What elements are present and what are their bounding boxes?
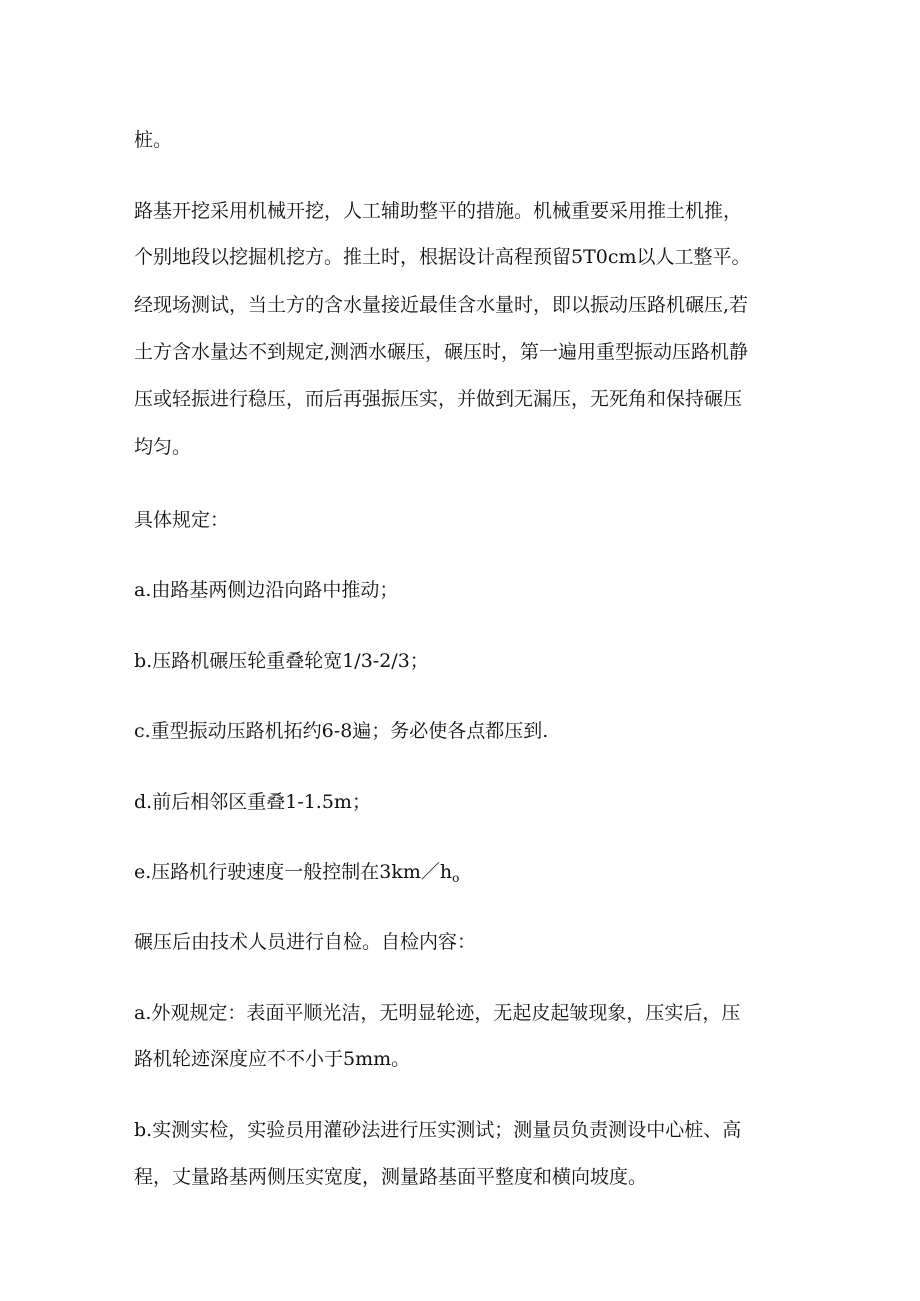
list-item: a.由路基两侧边沿向路中推动； [134,579,399,601]
subscript-mark: o [452,871,460,885]
list-item: d.前后相邻区重叠1-1.5m； [134,791,371,813]
list-item-text: e.压路机行驶速度一般控制在3km／h [134,861,453,883]
list-item: c.重型振动压路机拓约6-8遍；务必使各点都压到. [134,720,549,742]
paragraph-line: 压或轻振进行稳压，而后再强振压实，并做到无漏压，无死角和保持碾压 [134,388,743,410]
paragraph-line: 经现场测试，当土方的含水量接近最佳含水量时，即以振动压路机碾压,若 [134,294,749,316]
paragraph-line: 个别地段以挖掘机挖方。推土时，根据设计高程预留5T0cm以人工整平。 [134,246,751,268]
text-line: 桩。 [134,129,173,151]
list-item [134,860,794,890]
section-heading: 具体规定： [134,509,230,531]
paragraph-line: 均匀。 [134,436,192,458]
paragraph-line: 土方含水量达不到规定,测洒水碾压，碾压时，第一遍用重型振动压路机静 [134,341,749,363]
list-item: b.实测实检，实验员用灌砂法进行压实测试；测量员负责测设中心桩、高 [134,1119,742,1141]
list-item: b.压路机碾压轮重叠轮宽1/3-2/3； [134,650,429,672]
section-heading: 碾压后由技术人员进行自检。自检内容： [134,931,477,953]
list-item: a.外观规定：表面平顺光洁，无明显轮迹，无起皮起皱现象，压实后，压 [134,1002,741,1024]
list-item: 路机轮迹深度应不不小于5mm。 [134,1048,411,1070]
paragraph-line: 路基开挖采用机械开挖，人工辅助整平的措施。机械重要采用推土机推， [134,200,743,222]
list-item: 程，丈量路基两侧压实宽度，测量路基面平整度和横向坡度。 [134,1166,648,1188]
